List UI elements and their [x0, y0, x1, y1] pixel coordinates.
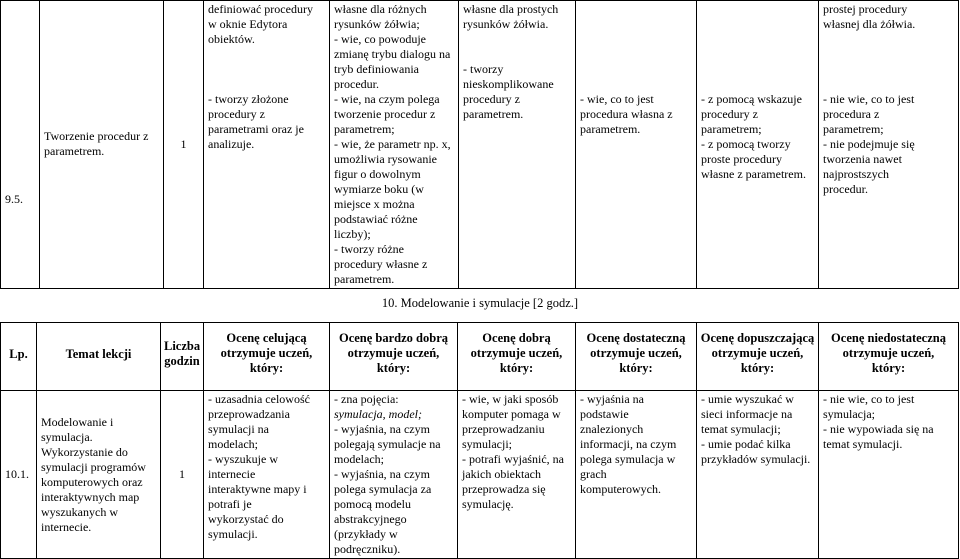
cell-dobra: własne dla prostych rysunków żółwia. - tworzy nieskomplikowane procedury z parametrem.	[459, 1, 576, 289]
header-bardzo-dobra: Ocenę bardzo dobrą otrzymuje uczeń, który:	[330, 323, 458, 391]
cell-celujaca: - uzasadnia celowość przeprowadzania symulacji na modelach; - wyszukuje w internecie interaktywne mapy i potrafi je wykorzystać do symulacji.	[204, 391, 330, 559]
cell-bardzo-dobra	[330, 391, 458, 559]
cell-celujaca: definiować procedury w oknie Edytora obiektów. - tworzy złożone procedury z parametrami oraz je analizuje.	[204, 1, 330, 289]
cell-dostateczna: - wie, co to jest procedura własna z parametrem.	[576, 1, 697, 289]
header-lp: Lp.	[1, 323, 37, 391]
header-dopuszczajaca: Ocenę dopuszczającą otrzymuje uczeń, który:	[697, 323, 819, 391]
header-niedostateczna: Ocenę niedostateczną otrzymuje uczeń, który:	[819, 323, 959, 391]
cell-niedostateczna: - nie wie, co to jest symulacja; - nie wypowiada się na temat symulacji.	[819, 391, 959, 559]
row-hours: 1	[161, 391, 204, 559]
cell-dopuszczajaca: - z pomocą wskazuje procedury z parametrem; - z pomocą tworzy proste procedury własne z parametrem.	[697, 1, 819, 289]
header-celujaca: Ocenę celującą otrzymuje uczeń, który:	[204, 323, 330, 391]
row-topic: Modelowanie i symulacja. Wykorzystanie do symulacji programów komputerowych oraz interaktywnych map wyszukanych w internecie.	[37, 391, 161, 559]
cell-dobra: - wie, w jaki sposób komputer pomaga w przeprowadzaniu symulacji; - potrafi wyjaśnić, na jakich obiektach przeprowadza się symulację.	[458, 391, 576, 559]
header-topic: Temat lekcji	[37, 323, 161, 391]
text-line: - zna pojęcia:	[334, 392, 399, 406]
section-title: 10. Modelowanie i symulacje [2 godz.]	[381, 296, 579, 310]
criteria-table-modelowanie	[0, 322, 959, 559]
row-lp: 9.5.	[1, 1, 40, 289]
cell-dopuszczajaca: - umie wyszukać w sieci informacje na temat symulacji; - umie podać kilka przykładów symulacji.	[697, 391, 819, 559]
header-dostateczna: Ocenę dostateczną otrzymuje uczeń, który:	[576, 323, 697, 391]
cell-dostateczna: - wyjaśnia na podstawie znalezionych informacji, na czym polega symulacja w grach komputerowych.	[576, 391, 697, 559]
row-topic: Tworzenie procedur z parametrem.	[40, 1, 164, 289]
header-dobra: Ocenę dobrą otrzymuje uczeń, który:	[458, 323, 576, 391]
cell-bardzo-dobra: własne dla różnych rysunków żółwia; - wie, co powoduje zmianę trybu dialogu na tryb definiowania procedur. - wie, na czym polega tworzenie procedur z parametrem; - wie, że parametr np. x, umożliwia rysowanie figur o dowolnym wymiarze boku (w miejsce x można podstawiać różne liczby); - tworzy różne procedury własne z parametrem.	[330, 1, 459, 289]
terms-italic: symulacja, model;	[334, 407, 422, 421]
text-block: - wyjaśnia, na czym polegają symulacje na modelach; - wyjaśnia, na czym polega symulacja za pomocą modelu abstrakcyjnego (przykłady w podręczniku).	[334, 422, 441, 556]
header-hours: Liczba godzin	[161, 323, 204, 391]
row-lp: 10.1.	[1, 391, 37, 559]
cell-niedostateczna: prostej procedury własnej dla żółwia. - nie wie, co to jest procedura z parametrem; - nie podejmuje się tworzenia nawet najprostszych procedur.	[819, 1, 959, 289]
row-hours: 1	[164, 1, 204, 289]
